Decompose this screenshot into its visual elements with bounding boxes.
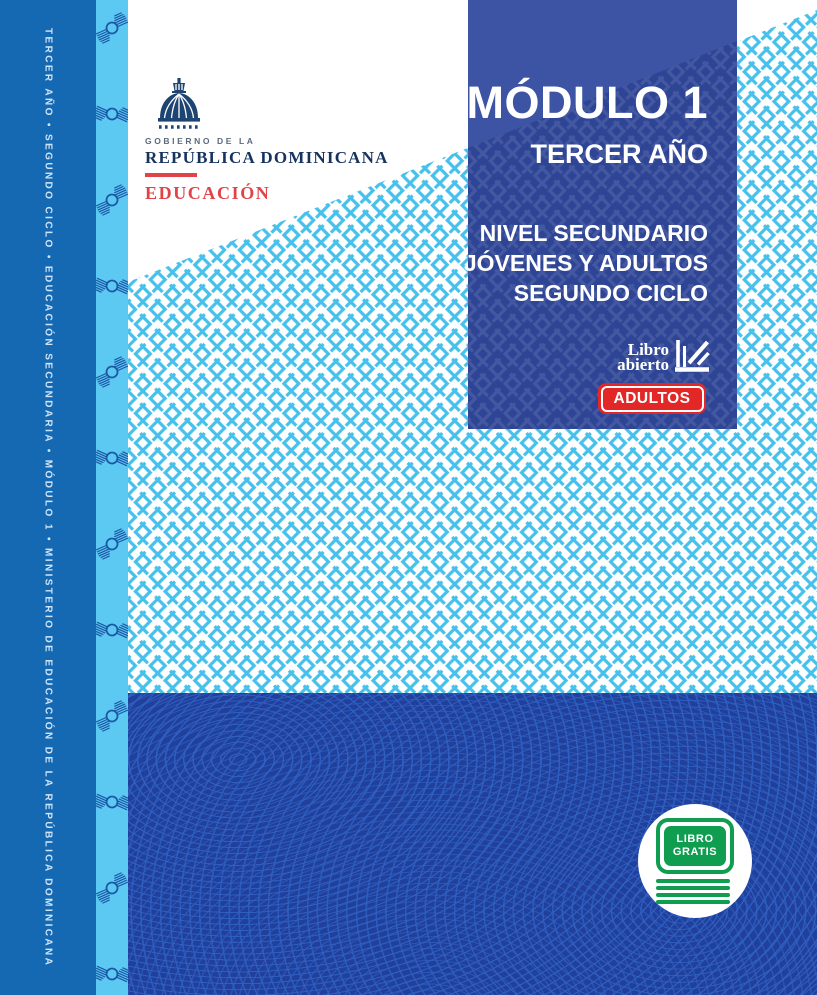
topographic-band	[128, 693, 817, 995]
national-palace-dome-icon	[155, 78, 203, 131]
title-panel	[463, 0, 737, 429]
pattern-strip	[96, 0, 130, 995]
libro-gratis-line2: GRATIS	[672, 846, 718, 858]
libro-abierto-logo	[617, 340, 710, 373]
taino-motif-icon	[96, 0, 128, 995]
educacion-wordmark: EDUCACIÓN	[145, 182, 271, 203]
libro-word: Libro	[627, 339, 669, 359]
program-line-jovenes: JÓVENES Y ADULTOS	[463, 250, 708, 276]
front-cover	[128, 0, 817, 995]
program-line-ciclo: SEGUNDO CICLO	[513, 280, 708, 306]
program-line-nivel: NIVEL SECUNDARIO	[479, 220, 708, 246]
republica-dominicana-wordmark: REPÚBLICA DOMINICANA	[145, 148, 389, 167]
open-book-icon	[674, 340, 710, 373]
green-book-icon	[656, 818, 734, 904]
abierto-word: abierto	[617, 354, 669, 374]
spine-title: TERCER AÑO • SEGUNDO CICLO • EDUCACIÓN SECUNDARIA • MÓDULO 1 • MINISTERIO DE EDUCACIÓN DE LA REPÚBLICA DOMINICANA	[42, 27, 54, 968]
book-spine	[0, 0, 96, 995]
gobierno-superline: GOBIERNO DE LA	[145, 136, 256, 146]
grade-title: TERCER AÑO	[530, 139, 708, 169]
program-lines	[464, 218, 708, 308]
book-pages-lines	[656, 879, 730, 904]
libro-abierto-wordmark	[617, 339, 669, 374]
adultos-badge	[598, 383, 706, 414]
adultos-badge-label: ADULTOS	[601, 386, 704, 412]
libro-gratis-badge	[638, 804, 752, 918]
red-divider	[145, 173, 197, 177]
libro-gratis-line1: LIBRO	[676, 833, 714, 845]
government-logo	[145, 78, 405, 204]
module-title: MÓDULO 1	[466, 77, 708, 128]
